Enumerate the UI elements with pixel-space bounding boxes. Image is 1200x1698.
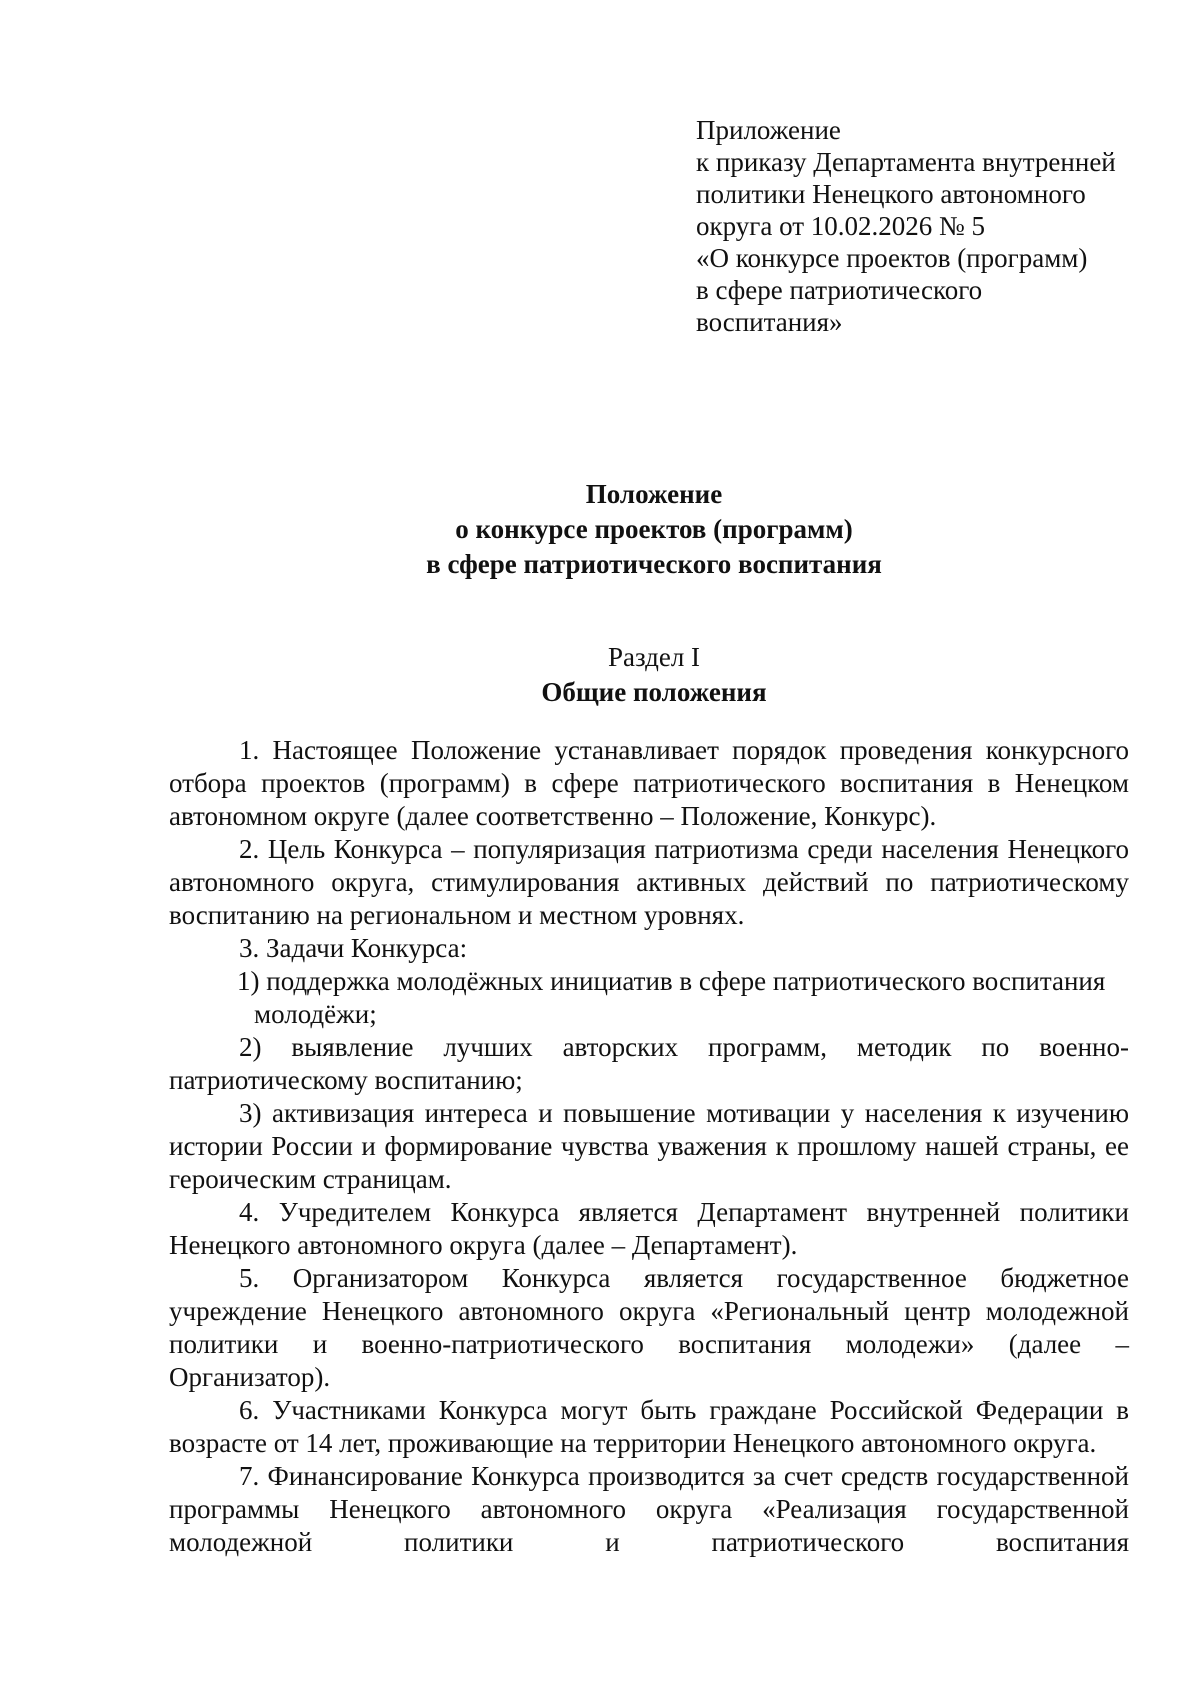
list-item-task-2: 2) выявление лучших авторских программ, методик по военно- патриотическому воспитанию; xyxy=(169,1032,1129,1095)
paragraph-2: 2. Цель Конкурса – популяризация патриотизма среди населения Ненецкого автономного округа, стимулирования активных действий по патриотическому воспитанию на региональном и местном уровнях. xyxy=(169,834,1129,930)
section-number: Раздел I xyxy=(607,642,701,672)
list-item-task-1: 1) поддержка молодёжных инициатив в сфере патриотического воспитания молодёжи; xyxy=(237,966,1106,1029)
annex-line: в сфере патриотического xyxy=(696,275,983,305)
section-heading xyxy=(0,640,1200,710)
annex-line: политики Ненецкого автономного xyxy=(696,179,1086,209)
paragraph-1: 1. Настоящее Положение устанавливает порядок проведения конкурсного отбора проектов (программ) в сфере патриотического воспитания в Ненецком автономном округе (далее соответственно – Положение, Конкурс). xyxy=(169,735,1129,831)
annex-line: к приказу Департамента внутренней xyxy=(696,147,1116,177)
document-body xyxy=(169,734,1129,1559)
annex-line: Приложение xyxy=(696,115,841,145)
annex-line: округа от 10.02.2026 № 5 xyxy=(696,211,986,241)
paragraph-6: 6. Участниками Конкурса могут быть граждане Российской Федерации в возрасте от 14 лет, проживающие на территории Ненецкого автономного округа. xyxy=(169,1395,1129,1458)
annex-line: «О конкурсе проектов (программ) xyxy=(696,243,1088,273)
title-line: Положение xyxy=(585,479,723,509)
paragraph-7: 7. Финансирование Конкурса производится за счет средств государственной программы Ненецкого автономного округа «Реализация государственной молодежной политики и патриотического воспитания xyxy=(169,1461,1129,1557)
list-item-task-3: 3) активизация интереса и повышение мотивации у населения к изучению истории России и формирование чувства уважения к прошлому нашей страны, ее героическим страницам. xyxy=(169,1098,1129,1194)
document-title xyxy=(0,477,1200,582)
paragraph-4: 4. Учредителем Конкурса является Департамент внутренней политики Ненецкого автономного округа (далее – Департамент). xyxy=(169,1197,1129,1260)
section-name: Общие положения xyxy=(541,677,767,707)
paragraph-3: 3. Задачи Конкурса: xyxy=(239,933,468,963)
paragraph-5: 5. Организатором Конкурса является государственное бюджетное учреждение Ненецкого автономного округа «Региональный центр молодежной политики и военно-патриотического воспитания молодежи» (далее – Организатор). xyxy=(169,1263,1129,1392)
annex-header xyxy=(696,114,1166,338)
title-line: в сфере патриотического воспитания xyxy=(426,549,882,579)
annex-line: воспитания» xyxy=(696,307,843,337)
title-line: о конкурсе проектов (программ) xyxy=(455,514,853,544)
